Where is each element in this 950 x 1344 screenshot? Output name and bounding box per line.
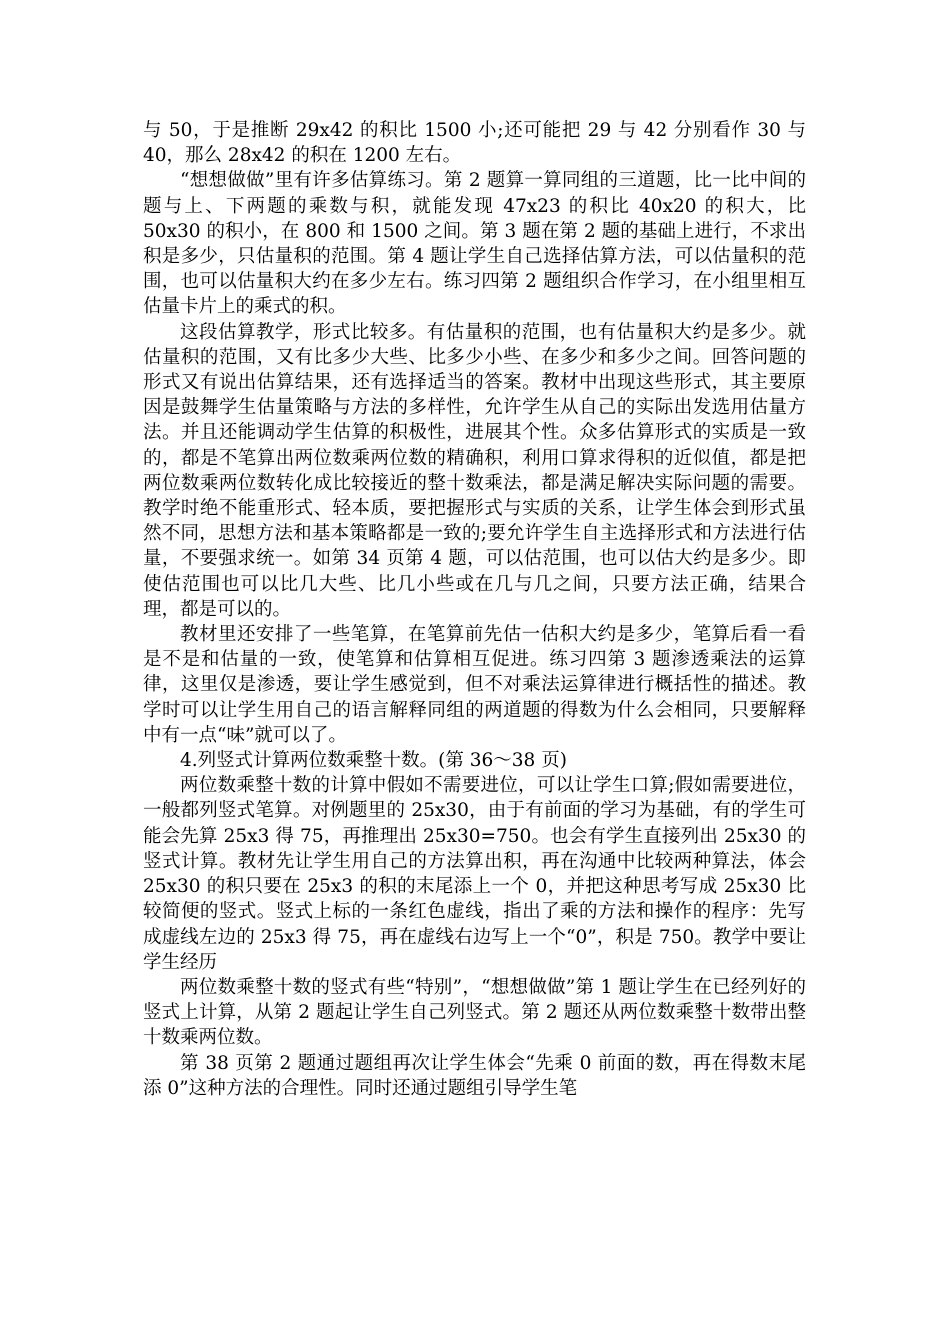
document-page (143, 118, 806, 1101)
section-heading-vertical-multiplication: 4.列竖式计算两位数乘整十数。(第 36～38 页) (180, 750, 567, 772)
paragraph-estimation-forms: 这段估算教学，形式比较多。有估量积的范围，也有估量积大约是多少。就估量积的范围，又有比多少大些、比多少小些、在多少和多少之间。回答问题的形式又有说出估算结果，还有选择适当的答案。教材中出现这些形式，其主要原因是鼓舞学生估量策略与方法的多样性，允许学生从自己的实际出发选用估量方法。并且还能调动学生估算的积极性，进展其个性。众多估算形式的实质是一致的，都是不笔算出两位数乘两位数的精确积，利用口算求得积的近似值，都是把两位数乘两位数转化成比较接近的整十数乘法，都是满足解决实际问题的需要。教学时绝不能重形式、轻本质，要把握形式与实质的关系，让学生体会到形式虽然不同，思想方法和基本策略都是一致的;要允许学生自主选择形式和方法进行估量，不要强求统一。如第 34 页第 4 题，可以估范围，也可以估大约是多少。即使估范围也可以比几大些、比几小些或在几与几之间，只要方法正确，结果合理，都是可以的。 (143, 321, 806, 620)
paragraph-two-digit-by-tens: 两位数乘整十数的计算中假如不需要进位，可以让学生口算;假如需要进位，一般都列竖式笔算。对例题里的 25x30，由于有前面的学习为基础，有的学生可能会先算 25x3 得 75，再推理出 25x30=750。也会有学生直接列出 25x30 的竖式计算。教材先让学生用自己的方法算出积，再在沟通中比较两种算法，体会 25x30 的积只要在 25x3 的积的末尾添上一个 0，并把这种思考写成 25x30 比较简便的竖式。竖式上标的一条红色虚线，指出了乘的方法和操作的程序：先写成虚线左边的 25x3 得 75，再在虚线右边写上一个“0”，积是 750。教学中要让学生经历 (143, 775, 806, 973)
paragraph-page-38-exercise: 第 38 页第 2 题通过题组再次让学生体会“先乘 0 前面的数，再在得数末尾添 0”这种方法的合理性。同时还通过题组引导学生笔 (143, 1052, 806, 1099)
paragraph-written-calculation: 教材里还安排了一些笔算，在笔算前先估一估积大约是多少，笔算后看一看是不是和估量的一致，使笔算和估算相互促进。练习四第 3 题渗透乘法的运算律，这里仅是渗透，要让学生感觉到，但不对乘法运算律进行概括性的描述。教学时可以让学生用自己的语言解释同组的两道题的得数为什么会相同，只要解释中有一点“味”就可以了。 (143, 624, 806, 746)
paragraph-special-vertical-form: 两位数乘整十数的竖式有些“特别”，“想想做做”第 1 题让学生在已经列好的竖式上计算，从第 2 题起让学生自己列竖式。第 2 题还从两位数乘整十数带出整十数乘两位数。 (143, 976, 806, 1049)
paragraph-think-and-do-estimation: “想想做做”里有许多估算练习。第 2 题算一算同组的三道题，比一比中间的题与上、下两题的乘数与积，就能发现 47x23 的积比 40x20 的积大，比 50x30 的积小，在 800 和 1500 之间。第 3 题在第 2 题的基础上进行，不求出积是多少，只估量积的范围。第 4 题让学生自己选择估算方法，可以估量积的范围，也可以估量积大约在多少左右。练习四第 2 题组织合作学习，在小组里相互估量卡片上的乘式的积。 (143, 170, 806, 318)
paragraph-estimation-intro: 与 50，于是推断 29x42 的积比 1500 小;还可能把 29 与 42 分别看作 30 与 40，那么 28x42 的积在 1200 左右。 (143, 120, 806, 167)
